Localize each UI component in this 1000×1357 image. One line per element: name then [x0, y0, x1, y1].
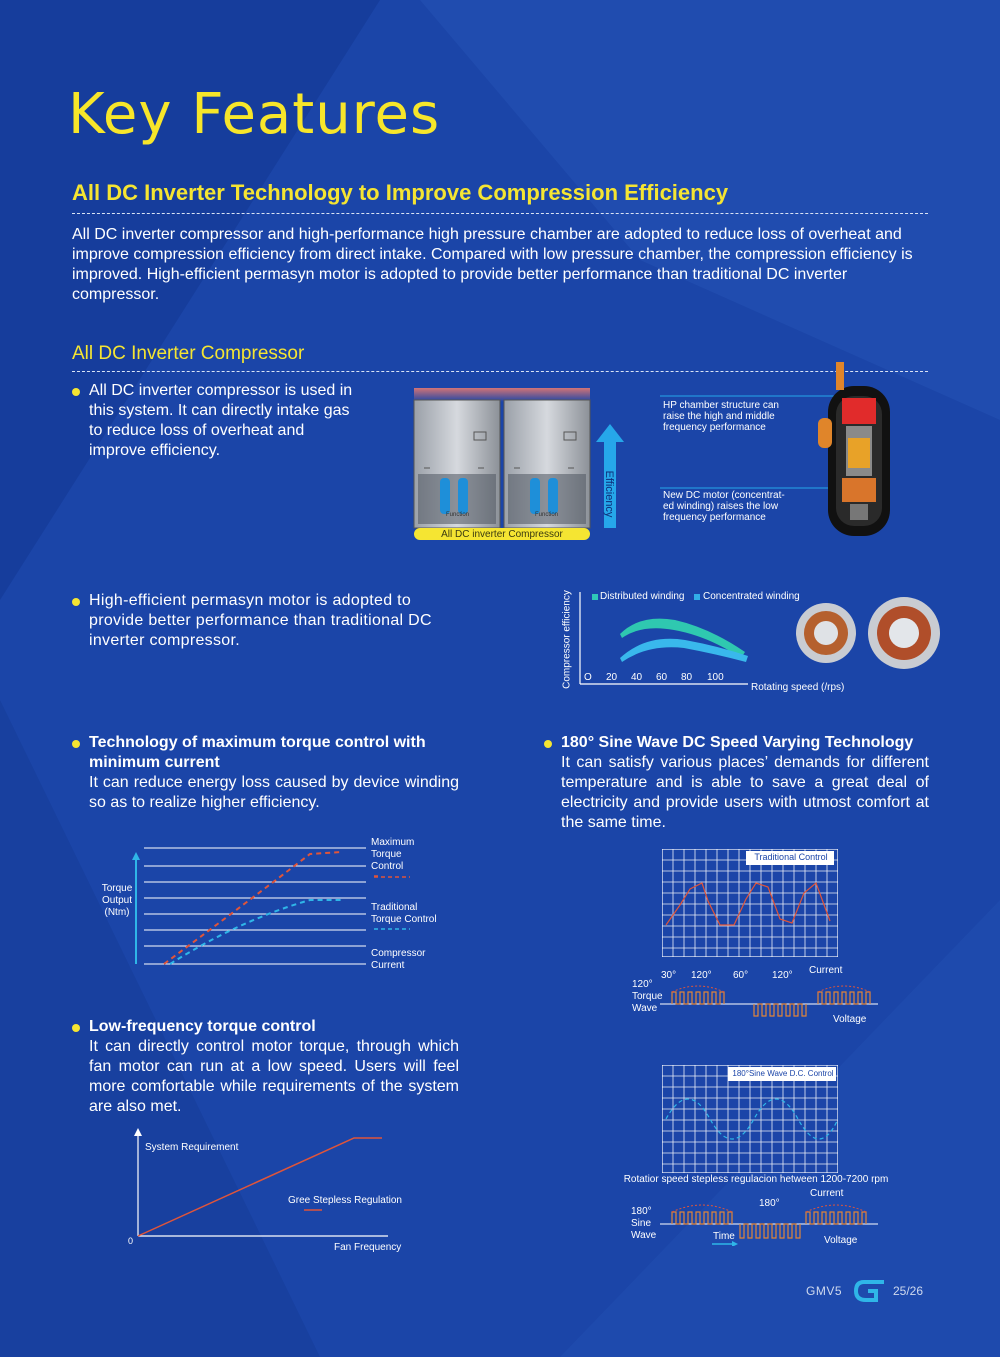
angle-label: 60° [733, 970, 749, 981]
angle-label: 120° [691, 970, 712, 981]
legend-distributed: Distributed winding [600, 591, 685, 602]
page-number: 25/26 [893, 1284, 924, 1298]
callout-dc-motor: New DC motor (concentrat-ed winding) raises the low frequency performance [663, 490, 785, 523]
legend-traditional-torque: Traditional Torque Control [371, 902, 437, 925]
bullet-dot [72, 1024, 80, 1032]
page-title: Key Features [68, 82, 441, 147]
angle-label: 30° [661, 970, 677, 981]
tick-label: 20 [606, 672, 618, 683]
system-requirement-label: System Requirement [145, 1142, 239, 1153]
low-frequency-title: Low-frequency torque control [89, 1018, 316, 1035]
compressor-text: All DC inverter compressor is used in this system. It can directly intake gas to reduce loss of overheat and improve efficiency. [89, 382, 353, 459]
legend-maximum-torque: Maximum Torque Control [371, 837, 415, 872]
tick-label: 80 [681, 672, 693, 683]
torque-chart [130, 840, 380, 970]
tick-label: 100 [707, 672, 724, 683]
gree-regulation-label: Gree Stepless Regulation [288, 1195, 402, 1206]
tick-label: 60 [656, 672, 668, 683]
curve-maximum-torque [164, 852, 342, 964]
curve-traditional-torque [170, 900, 342, 964]
sine-wave-title: 180° Sine Wave DC Speed Varying Technology [561, 734, 914, 751]
subheading: All DC Inverter Compressor [72, 343, 305, 364]
bullet-dot [72, 740, 80, 748]
efficiency-label: Efficiency [603, 470, 615, 518]
section-heading: All DC Inverter Technology to Improve Compression Efficiency [72, 180, 729, 205]
heading-divider [72, 213, 928, 214]
torque-y-label: Torque Output (Ntm) [101, 883, 133, 918]
traditional-control-grid [662, 849, 838, 957]
current-label: Current [809, 965, 843, 976]
chart-x-label: Rotating speed (/rps) [751, 682, 845, 693]
tick-label: O [584, 672, 592, 683]
bullet-dot [544, 740, 552, 748]
origin-label: 0 [128, 1236, 134, 1246]
angle-label: 180° [759, 1198, 780, 1209]
grid2-caption: Rotatior speed stepless regulacion hetween 1200-7200 rpm [623, 1174, 889, 1185]
tick-label: 40 [631, 672, 643, 683]
bullet-dot [72, 388, 80, 396]
grid2-label: 180°Sine Wave D.C. Control [732, 1069, 834, 1078]
legend-swatch-concentrated [694, 594, 700, 600]
grid1-label: Traditional Control [754, 852, 828, 862]
permasyn-text: High-efficient permasyn motor is adopted to provide better performance than traditional DC inverter compressor. [89, 592, 432, 649]
unit-label-right: Function [535, 512, 559, 518]
voltage-label: Voltage [833, 1014, 867, 1025]
current-label: Current [810, 1188, 844, 1199]
gree-logo-icon [854, 1278, 888, 1304]
brand-label: GMV5 [806, 1284, 843, 1298]
bullet-dot [72, 598, 80, 606]
torque-text: It can reduce energy loss caused by device winding so as to realize higher efficiency. [89, 774, 459, 811]
sine-wave-label: 180° Sine Wave [631, 1206, 657, 1241]
stator-windings-illustration [796, 596, 946, 670]
legend-swatch-distributed [592, 594, 598, 600]
voltage-label: Voltage [824, 1235, 858, 1246]
legend-concentrated: Concentrated winding [703, 591, 800, 602]
torque-wave-label: 120° Torque Wave [632, 979, 663, 1014]
torque-title: Technology of maximum torque control with minimum current [89, 734, 426, 771]
callout-hp-chamber: HP chamber structure can raise the high and middle frequency performance [663, 400, 779, 433]
intro-paragraph: All DC inverter compressor and high-performance high pressure chamber are adopted to reduce loss of overheat and improve compression efficiency from direct intake. Compared with low pressure chamber, the compression efficiency is improved. High-efficient permasyn motor is adopted to provide better performance than traditional DC inverter compressor. [72, 226, 913, 303]
sine-control-grid [662, 1065, 838, 1173]
chart-y-label: Compressor efficiency [561, 590, 573, 689]
low-frequency-text: It can directly control motor torque, through which fan motor can run at a low speed. Users will feel more comfortable while requirements of the system are also met. [89, 1038, 459, 1115]
compressor-banner: All DC inverter Compressor [441, 529, 563, 540]
fan-frequency-label: Fan Frequency [334, 1242, 402, 1253]
angle-label: 120° [772, 970, 793, 981]
sine-wave-text: It can satisfy various places’ demands for different temperature and is able to save a great deal of electricity and provide users with utmost comfort at the same time. [561, 754, 929, 831]
unit-label-left: Function [446, 512, 470, 518]
legend-compressor-current: Compressor Current [371, 948, 426, 971]
time-label: Time [713, 1231, 735, 1242]
